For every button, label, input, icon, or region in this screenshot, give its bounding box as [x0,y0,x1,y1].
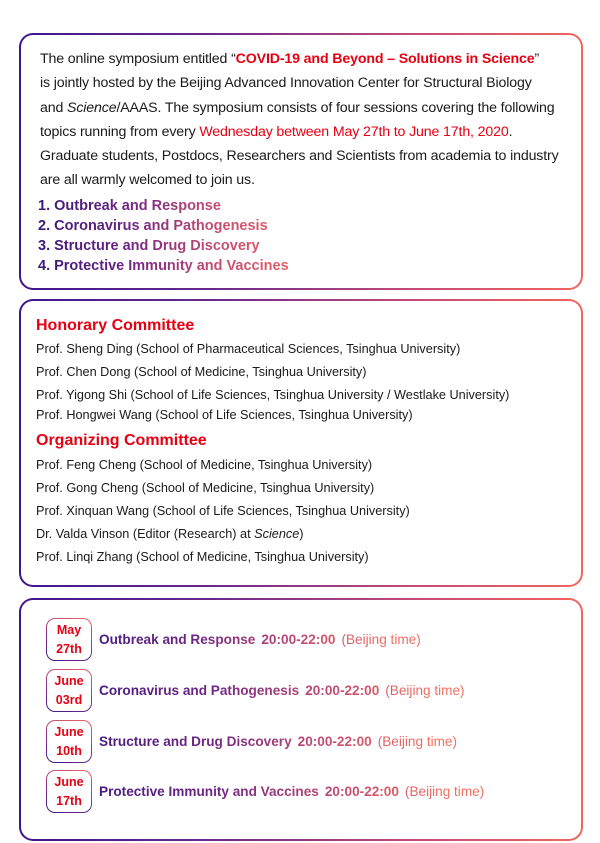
committee-card [19,299,583,587]
topic-item: 1. Outbreak and Response [38,196,338,216]
topic-item: 3. Structure and Drug Discovery [38,236,338,256]
session-time: 20:00-22:00 [324,784,399,799]
session-row [46,720,566,764]
honorary-committee-heading: Honorary Committee [36,317,195,334]
organizing-committee-list [36,454,410,569]
committee-member: Prof. Yigong Shi (School of Life Sciences, Tsinghua University / Westlake University) [36,388,510,402]
session-info [99,682,465,700]
committee-member: Prof. Linqi Zhang (School of Medicine, Tsinghua University) [36,550,369,564]
science-journal-name: Science [254,527,300,541]
date-day: 17th [56,794,82,808]
science-journal-name: Science [67,99,117,116]
committee-member: Prof. Chen Dong (School of Medicine, Tsinghua University) [36,365,367,379]
date-day: 27th [56,642,82,656]
intro-line-3: and Science/AAAS. The symposium consists of four sessions covering the following [40,99,555,116]
session-info [99,783,484,801]
date-month: June [54,775,84,789]
topic-item: 2. Coronavirus and Pathogenesis [38,216,338,236]
organizing-committee-heading: Organizing Committee [36,432,207,449]
session-info [99,631,421,649]
committee-member: Prof. Feng Cheng (School of Medicine, Tsinghua University) [36,458,373,472]
date-badge [46,720,92,763]
date-badge [46,669,92,712]
intro-line-6: are all warmly welcomed to join us. [40,172,255,189]
intro-card [19,33,583,290]
session-row [46,669,566,713]
intro-line-4: topics running from every Wednesday between May 27th to June 17th, 2020. [40,123,513,140]
date-day: 10th [56,744,82,758]
session-title: Coronavirus and Pathogenesis [99,683,300,698]
session-time: 20:00-22:00 [305,683,380,698]
symposium-dates: Wednesday between May 27th to June 17th, 2020 [199,123,509,140]
intro-line-1: The online symposium entitled “COVID-19 and Beyond – Solutions in Science” [40,51,540,67]
topic-item: 4. Protective Immunity and Vaccines [38,256,338,276]
committee-member: Prof. Hongwei Wang (School of Life Sciences, Tsinghua University) [36,408,413,422]
honorary-committee-list [36,338,509,427]
date-day: 03rd [55,693,83,707]
intro-line-2: is jointly hosted by the Beijing Advanced Innovation Center for Structural Biology [40,75,532,92]
committee-member: Dr. Valda Vinson (Editor (Research) at Science) [36,527,304,541]
committee-member: Prof. Xinquan Wang (School of Life Sciences, Tsinghua University) [36,504,410,518]
date-month: May [56,623,82,637]
date-month: June [54,674,84,688]
session-title: Outbreak and Response [99,632,256,647]
date-month: June [54,725,84,739]
date-badge [46,770,92,813]
intro-line-5: Graduate students, Postdocs, Researchers and Scientists from academia to industry [40,148,559,165]
session-timezone: (Beijing time) [377,734,458,749]
schedule-card [19,598,583,841]
session-timezone: (Beijing time) [385,683,465,698]
committee-member: Prof. Gong Cheng (School of Medicine, Tsinghua University) [36,481,375,495]
session-time: 20:00-22:00 [261,632,336,647]
session-title: Structure and Drug Discovery [99,734,292,749]
date-badge [46,618,92,661]
intro-paragraph [40,47,570,193]
committee-member: Prof. Sheng Ding (School of Pharmaceutical Sciences, Tsinghua University) [36,342,461,356]
session-time: 20:00-22:00 [297,734,372,749]
session-row [46,618,566,662]
session-title: Protective Immunity and Vaccines [99,784,319,799]
session-timezone: (Beijing time) [341,632,421,647]
session-info [99,733,457,751]
topic-list [38,196,338,276]
session-row [46,770,566,814]
session-timezone: (Beijing time) [404,784,485,799]
symposium-title: COVID-19 and Beyond – Solutions in Science [235,51,535,67]
